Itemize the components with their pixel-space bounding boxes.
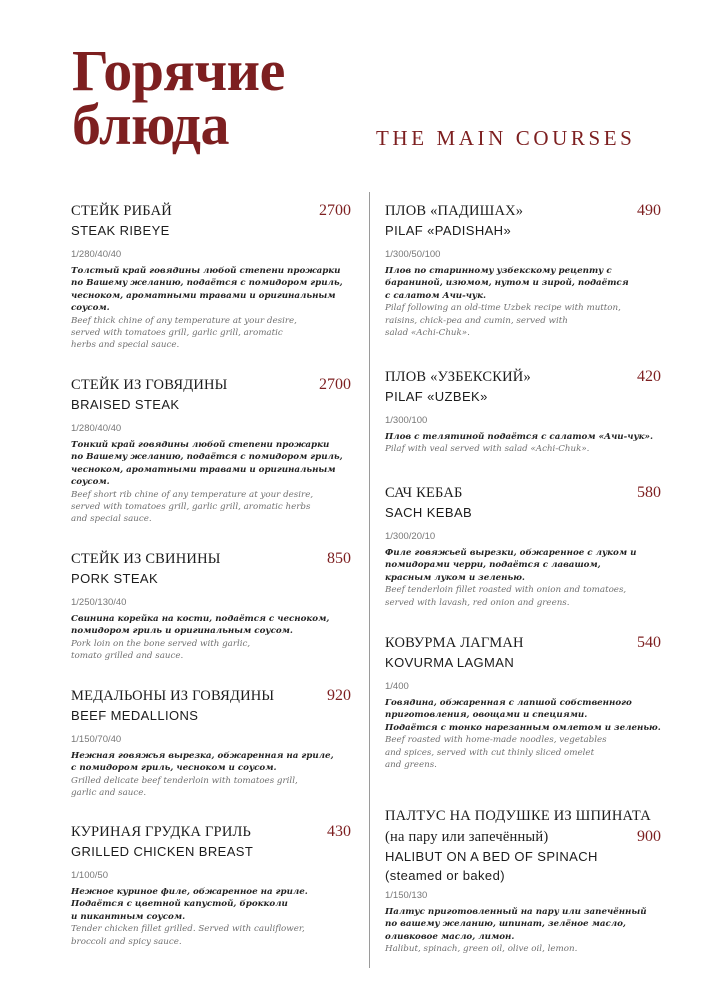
dish-price: 430	[327, 823, 351, 840]
column-divider	[369, 192, 370, 968]
menu-item-pork-steak	[71, 548, 351, 663]
dish-price: 540	[637, 634, 661, 651]
menu-item-grilled-chicken-breast	[71, 821, 351, 948]
dish-weight: 1/280/40/40	[71, 423, 122, 434]
dish-description-en: Pilaf with veal served with salad «Achi-Chuk».	[385, 444, 590, 455]
dish-weight: 1/150/70/40	[71, 734, 122, 745]
dish-price: 580	[637, 484, 661, 501]
dish-name-en: PILAF «PADISHAH»	[385, 223, 512, 238]
page-title-english: THE MAIN COURSES	[376, 126, 636, 150]
dish-name-en: PORK STEAK	[71, 571, 159, 586]
dish-name-ru-note: (на пару или запечённый)	[385, 829, 549, 845]
dish-description-en: Beef roasted with home-made noodles, vegetables and spices, served with cut thinly sliced omelet and greens.	[385, 735, 607, 771]
dish-description-en: Beef short rib chine of any temperature at your desire, served with tomatoes grill, garlic grill, aromatic herbs and special sauce.	[71, 489, 314, 525]
dish-description-en: Pork loin on the bone served with garlic, tomato grilled and sauce.	[71, 638, 251, 662]
dish-description-ru: Свинина корейка на кости, подаётся с чесноком, помидором гриль и оригинальным соусом.	[71, 614, 330, 637]
dish-description-en: Beef thick chine of any temperature at your desire, served with tomatoes grill, garlic grill, aromatic herbs and special sauce.	[71, 315, 297, 351]
dish-weight: 1/250/130/40	[71, 597, 127, 608]
dish-name-ru: ПЛОВ «ПАДИШАХ»	[385, 203, 524, 219]
dish-description-ru: Плов с телятиной подаётся с салатом «Ачи-чук».	[385, 432, 653, 442]
menu-item-beef-medallions	[71, 685, 351, 800]
dish-description-ru: Нежное куриное филе, обжаренное на гриле. Подаётся с цветной капустой, брокколи и пикантным соусом.	[71, 887, 308, 922]
dish-name-ru: ПАЛТУС НА ПОДУШКЕ ИЗ ШПИНАТА	[385, 808, 651, 824]
dish-price: 2700	[319, 202, 351, 219]
dish-name-ru: СТЕЙК ИЗ СВИНИНЫ	[71, 551, 221, 567]
dish-name-en: SACH KEBAB	[385, 505, 473, 520]
dish-name-ru: САЧ КЕБАБ	[385, 485, 463, 501]
page-title-russian	[72, 38, 285, 157]
menu-item-pilaf-uzbek	[385, 366, 665, 456]
dish-name-en: STEAK RIBEYE	[71, 223, 170, 238]
dish-description-ru: Филе говяжьей вырезки, обжаренное с луком и помидорами черри, подаётся с лавашом, красным луком и зеленью.	[385, 548, 637, 583]
dish-description-ru: Толстый край говядины любой степени прожарки по Вашему желанию, подаётся с помидором гриль, чесноком, ароматными травами и оригинальным соусом.	[71, 266, 343, 314]
dish-name-en: HALIBUT ON A BED OF SPINACH	[385, 849, 598, 864]
dish-price: 490	[637, 202, 661, 219]
menu-item-sach-kebab	[385, 482, 665, 609]
dish-weight: 1/280/40/40	[71, 249, 122, 260]
dish-name-en: PILAF «UZBEK»	[385, 389, 488, 404]
menu-item-braised-steak	[71, 374, 351, 526]
dish-name-ru: КУРИНАЯ ГРУДКА ГРИЛЬ	[71, 824, 252, 840]
dish-weight: 1/100/50	[71, 870, 108, 881]
dish-name-ru: ПЛОВ «УЗБЕКСКИЙ»	[385, 369, 531, 385]
dish-description-en: Grilled delicate beef tenderloin with tomatoes grill, garlic and sauce.	[71, 775, 298, 799]
dish-weight: 1/300/50/100	[385, 249, 441, 260]
dish-weight: 1/150/130	[385, 890, 428, 901]
dish-name-ru: КОВУРМА ЛАГМАН	[385, 635, 524, 651]
page-title-line-2: блюда	[72, 92, 229, 157]
dish-description-en: Tender chicken fillet grilled. Served with cauliflower, broccoli and spicy sauce.	[71, 924, 305, 947]
menu-item-kovurma-lagman	[385, 632, 665, 771]
menu-item-pilaf-padishah	[385, 200, 665, 339]
menu-item-halibut-spinach	[385, 805, 665, 956]
dish-price: 420	[637, 368, 661, 385]
dish-description-ru: Нежная говяжья вырезка, обжаренная на гриле, с помидором гриль, чесноком и соусом.	[71, 751, 334, 774]
dish-description-ru: Плов по старинному узбекскому рецепту с бараниной, изюмом, нутом и зирой, подаётся с салатом Ачи-чук.	[385, 266, 629, 301]
dish-name-en: GRILLED CHICKEN BREAST	[71, 844, 254, 859]
dish-name-en: BRAISED STEAK	[71, 397, 180, 412]
dish-description-en: Halibut, spinach, green oil, olive oil, lemon.	[385, 944, 578, 955]
dish-description-en: Pilaf following an old-time Uzbek recipe with mutton, raisins, chick-pea and cumin, served with salad «Achi-Chuk».	[385, 303, 621, 339]
dish-weight: 1/300/20/10	[385, 531, 436, 542]
dish-description-ru: Говядина, обжаренная с лапшой собственного приготовления, овощами и специями. Подаётся с тонко нарезанным омлетом и зеленью.	[385, 698, 661, 733]
dish-price: 2700	[319, 376, 351, 393]
dish-price: 920	[327, 687, 351, 704]
dish-price: 900	[637, 828, 661, 845]
dish-name-ru: СТЕЙК ИЗ ГОВЯДИНЫ	[71, 377, 228, 393]
dish-name-ru: СТЕЙК РИБАЙ	[71, 203, 172, 219]
dish-description-ru: Палтус приготовленный на пару или запечённый по вашему желанию, шпинат, зелёное масло, оливковое масло, лимон.	[385, 907, 647, 942]
dish-name-en-note: (steamed or baked)	[385, 868, 505, 883]
dish-description-en: Beef tenderloin fillet roasted with onion and tomatoes, served with lavash, red onion and greens.	[385, 585, 627, 608]
dish-name-ru: МЕДАЛЬОНЫ ИЗ ГОВЯДИНЫ	[71, 688, 275, 704]
page-title-line-1: Горячие	[72, 38, 285, 103]
dish-description-ru: Тонкий край говядины любой степени прожарки по Вашему желанию, подаётся с помидором гриль, чесноком, ароматными травами и оригинальным соусом.	[71, 440, 343, 488]
dish-name-en: BEEF MEDALLIONS	[71, 708, 199, 723]
dish-weight: 1/300/100	[385, 415, 428, 426]
dish-weight: 1/400	[385, 681, 409, 692]
dish-name-en: KOVURMA LAGMAN	[385, 655, 515, 670]
dish-price: 850	[327, 550, 351, 567]
menu-item-steak-ribeye	[71, 200, 351, 352]
